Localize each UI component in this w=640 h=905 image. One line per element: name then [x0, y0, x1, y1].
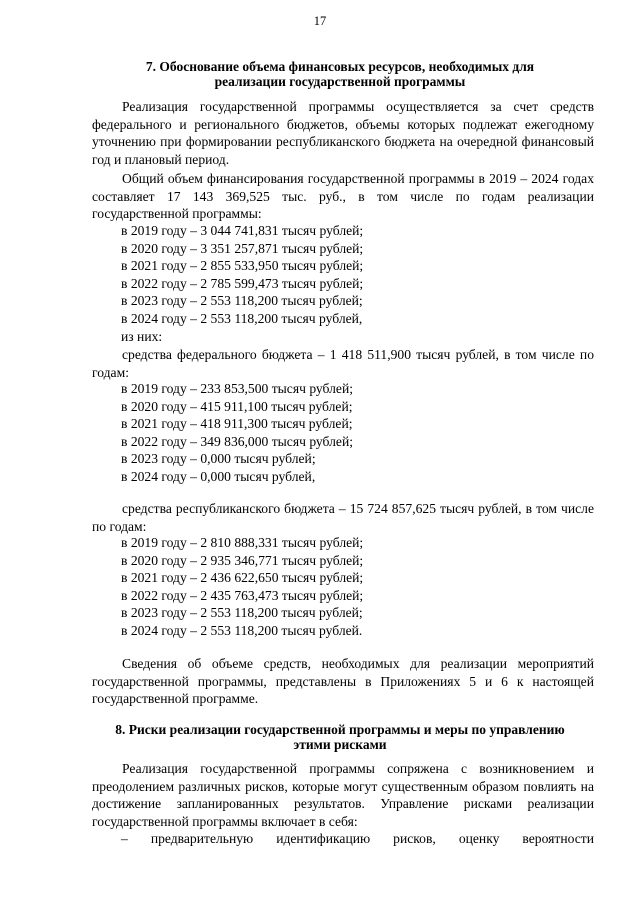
list-item: в 2019 году – 233 853,500 тысяч рублей;	[121, 381, 353, 396]
risk-management-list-item: – предварительную идентификацию рисков, оценку вероятности	[121, 831, 594, 846]
list-item: в 2020 году – 2 935 346,771 тысяч рублей;	[121, 552, 364, 568]
of-them-label: из них:	[121, 328, 163, 344]
paragraph-text: Сведения об объеме средств, необходимых для реализации мероприятий государственной программы, представлены в Приложениях 5 и 6 к настоящей государственной программе.	[92, 656, 594, 707]
paragraph-text: Общий объем финансирования государственной программы в 2019 – 2024 годах составляет 17 143 369,525 тыс. руб., в том числе по годам реализации государственной программы:	[92, 171, 594, 222]
section-8-heading-line-1: 8. Риски реализации государственной программы и меры по управлению	[115, 722, 565, 737]
list-item: в 2019 году – 2 810 888,331 тысяч рублей;	[121, 535, 364, 550]
list-item: в 2024 году – 2 553 118,200 тысяч рублей,	[121, 310, 363, 326]
section-8-paragraph-1	[92, 760, 594, 830]
list-item: в 2021 году – 418 911,300 тысяч рублей;	[121, 416, 353, 432]
list-item: в 2023 году – 2 553 118,200 тысяч рублей;	[121, 293, 363, 309]
section-8-heading	[86, 723, 594, 752]
paragraph-text: Реализация государственной программы осуществляется за счет средств федерального и регионального бюджетов, объемы которых подлежат ежегодному уточнению при формировании республиканского бюджета на очередной финансовый год и плановый период.	[92, 99, 594, 167]
paragraph-text: средства республиканского бюджета – 15 724 857,625 тысяч рублей, в том числе по годам:	[92, 501, 594, 534]
section-7-heading-line-1: 7. Обоснование объема финансовых ресурсов, необходимых для	[145, 59, 535, 74]
list-item: в 2019 году – 3 044 741,831 тысяч рублей;	[121, 223, 364, 238]
total-financing-by-year-list	[121, 222, 363, 345]
section-8-heading-line-2: этими рисками	[293, 736, 387, 752]
appendix-note-paragraph	[92, 655, 594, 708]
list-item: в 2021 году – 2 436 622,650 тысяч рублей;	[121, 570, 364, 586]
section-7-paragraph-1	[92, 98, 594, 168]
section-7-paragraph-2	[92, 170, 594, 223]
federal-budget-paragraph	[92, 346, 594, 381]
list-item: в 2024 году – 0,000 тысяч рублей,	[121, 468, 316, 484]
republic-budget-by-year-list	[121, 534, 363, 640]
list-item: в 2020 году – 415 911,100 тысяч рублей;	[121, 398, 353, 414]
section-7-heading	[86, 60, 594, 89]
list-item: в 2022 году – 2 785 599,473 тысяч рублей;	[121, 275, 364, 291]
list-item: в 2023 году – 2 553 118,200 тысяч рублей;	[121, 605, 363, 621]
list-item: в 2021 году – 2 855 533,950 тысяч рублей;	[121, 258, 364, 274]
list-item: в 2024 году – 2 553 118,200 тысяч рублей.	[121, 622, 363, 638]
section-7-heading-line-2: реализации государственной программы	[214, 73, 466, 89]
list-item: в 2022 году – 2 435 763,473 тысяч рублей;	[121, 587, 364, 603]
list-item: в 2020 году – 3 351 257,871 тысяч рублей;	[121, 240, 364, 256]
republic-budget-paragraph	[92, 500, 594, 535]
page-number: 17	[313, 14, 327, 28]
paragraph-text: средства федерального бюджета – 1 418 511,900 тысяч рублей, в том числе по годам:	[92, 347, 594, 380]
federal-budget-by-year-list	[121, 380, 353, 486]
list-item: в 2023 году – 0,000 тысяч рублей;	[121, 451, 316, 467]
list-item: в 2022 году – 349 836,000 тысяч рублей;	[121, 433, 353, 449]
paragraph-text: Реализация государственной программы сопряжена с возникновением и преодолением различных рисков, которые могут существенным образом повлиять на достижение запланированных результатов. Управление рисками реализации государственной программы включает в себя:	[92, 761, 594, 829]
